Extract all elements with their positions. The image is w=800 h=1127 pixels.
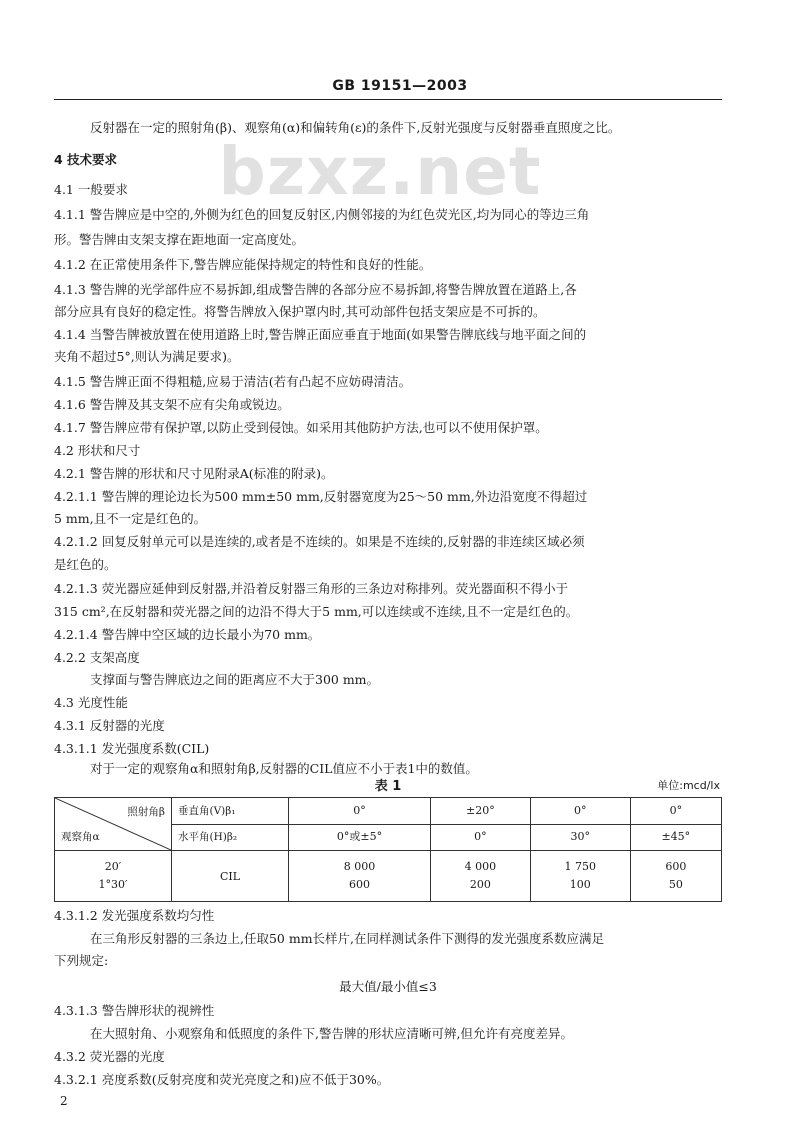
clause-4-3-2-1: 4.3.2.1 亮度系数(反射亮度和荧光亮度之和)应不低于30%。 — [54, 1072, 390, 1087]
clause-4-2-1-1: 4.2.1.1 警告牌的理论边长为500 mm±50 mm,反射器宽度为25～50 mm,外边沿宽度不得超过 — [54, 489, 588, 504]
clause-4-1-6: 4.1.6 警告牌及其支架不应有尖角或锐边。 — [54, 397, 290, 412]
clause-4-2-2-text: 支撑面与警告牌底边之间的距离应不大于300 mm。 — [90, 672, 380, 687]
table-corner-cell — [55, 798, 172, 851]
clause-4-3-2: 4.3.2 荧光器的光度 — [54, 1049, 165, 1064]
clause-4-3-1-2-cont: 下列规定: — [54, 953, 109, 968]
table-cell: ±20° — [430, 798, 530, 825]
clause-4-1-1-cont: 形。警告牌由支架支撑在距地面一定高度处。 — [54, 232, 305, 247]
table-1 — [54, 797, 722, 902]
table-cell: 0° — [630, 798, 721, 825]
clause-4-1-2: 4.1.2 在正常使用条件下,警告牌应能保持规定的特性和良好的性能。 — [54, 257, 432, 272]
table-cell: 30° — [530, 824, 630, 851]
observation-angle: 20′ — [104, 860, 122, 873]
cil-value: 200 — [469, 878, 491, 891]
cil-value: 4 000 — [464, 860, 497, 873]
cil-value: 8 000 — [343, 860, 376, 873]
corner-illumination-label: 照射角β — [127, 806, 165, 818]
table-cell: 0° — [530, 798, 630, 825]
clause-4-2-1-4: 4.2.1.4 警告牌中空区域的边长最小为70 mm。 — [54, 627, 321, 642]
clause-4-3-1-2-text: 在三角形反射器的三条边上,任取50 mm长样片,在同样测试条件下测得的发光强度系数应满足 — [90, 931, 605, 946]
clause-4-3-1-2: 4.3.1.2 发光强度系数均匀性 — [54, 908, 215, 923]
clause-4-2-2: 4.2.2 支架高度 — [54, 650, 140, 665]
clause-4-1-1: 4.1.1 警告牌应是中空的,外侧为红色的回复反射区,内侧邻接的为红色荧光区,均为同心的等边三角 — [54, 207, 590, 222]
clause-4-2-1-2: 4.2.1.2 回复反射单元可以是连续的,或者是不连续的。如果是不连续的,反射器的非连续区域必须 — [54, 534, 585, 549]
clause-4-1-4: 4.1.4 当警告牌被放置在使用道路上时,警告牌正面应垂直于地面(如果警告牌底线与地平面之间的 — [54, 327, 587, 342]
observation-angle: 1°30′ — [98, 878, 128, 891]
table-cell — [430, 851, 530, 902]
clause-4-2: 4.2 形状和尺寸 — [54, 443, 141, 458]
clause-4-1-7: 4.1.7 警告牌应带有保护罩,以防止受到侵蚀。如采用其他防护方法,也可以不使用保护罩。 — [54, 420, 548, 435]
header-rule — [54, 99, 722, 100]
clause-4-1-3: 4.1.3 警告牌的光学部件应不易拆卸,组成警告牌的各部分应不易拆卸,将警告牌放置在道路上,各 — [54, 282, 577, 297]
horizontal-angle-label: 水平角(H)β₂ — [172, 824, 289, 851]
clause-4-3-1-3-text: 在大照射角、小观察角和低照度的条件下,警告牌的形状应清晰可辨,但允许有亮度差异。 — [90, 1026, 573, 1041]
clause-4-1-5: 4.1.5 警告牌正面不得粗糙,应易于清洁(若有凸起不应妨碍清洁。 — [54, 374, 412, 389]
cil-label: CIL — [172, 851, 289, 902]
clause-4-2-1: 4.2.1 警告牌的形状和尺寸见附录A(标准的附录)。 — [54, 466, 334, 481]
table-cell: 0° — [289, 798, 431, 825]
table-cell — [289, 851, 431, 902]
clause-4-3-1-1-text: 对于一定的观察角α和照射角β,反射器的CIL值应不小于表1中的数值。 — [90, 761, 478, 776]
table-title: 表 1 — [374, 779, 402, 794]
clause-4-3-1-3: 4.3.1.3 警告牌形状的视辨性 — [54, 1003, 215, 1018]
standard-code: GB 19151—2003 — [332, 78, 468, 94]
table-cell: 0° — [430, 824, 530, 851]
clause-4-2-1-3: 4.2.1.3 荧光器应延伸到反射器,并沿着反射器三角形的三条边对称排列。荧光器面积不得小于 — [54, 581, 569, 596]
watermark: bzxz.net — [218, 133, 542, 210]
clause-4-2-1-2-cont: 是红色的。 — [54, 557, 117, 572]
cil-value: 100 — [569, 878, 591, 891]
cil-value: 1 750 — [564, 860, 596, 873]
observation-angles-cell — [55, 851, 172, 902]
definition-text: 反射器在一定的照射角(β)、观察角(α)和偏转角(ε)的条件下,反射光强度与反射器垂直照度之比。 — [90, 120, 621, 135]
clause-4-1: 4.1 一般要求 — [54, 182, 128, 197]
clause-4-1-4-cont: 夹角不超过5°,则认为满足要求)。 — [54, 349, 240, 364]
clause-4-2-1-3-cont: 315 cm²,在反射器和荧光器之间的边沿不得大于5 mm,可以连续或不连续,且不一定是红色的。 — [54, 604, 579, 619]
section-heading-4: 4 技术要求 — [54, 152, 118, 167]
cil-value: 600 — [665, 860, 687, 873]
table-cell — [630, 851, 721, 902]
page-number: 2 — [60, 1094, 68, 1108]
clause-4-3: 4.3 光度性能 — [54, 695, 128, 710]
cil-value: 600 — [348, 878, 370, 891]
table-cell: 0°或±5° — [289, 824, 431, 851]
corner-observation-label: 观察角α — [61, 831, 100, 843]
uniformity-formula: 最大值/最小值≤3 — [339, 979, 437, 994]
table-cell: ±45° — [630, 824, 721, 851]
cil-value: 50 — [668, 878, 683, 891]
clause-4-3-1-1: 4.3.1.1 发光强度系数(CIL) — [54, 741, 210, 756]
clause-4-2-1-1-cont: 5 mm,且不一定是红色的。 — [54, 511, 207, 526]
table-cell — [530, 851, 630, 902]
clause-4-1-3-cont: 部分应具有良好的稳定性。将警告牌放入保护罩内时,其可动部件包括支架应是不可拆的。 — [54, 304, 546, 319]
vertical-angle-label: 垂直角(V)β₁ — [172, 798, 289, 825]
clause-4-3-1: 4.3.1 反射器的光度 — [54, 718, 165, 733]
table-unit: 单位:mcd/lx — [657, 779, 720, 792]
